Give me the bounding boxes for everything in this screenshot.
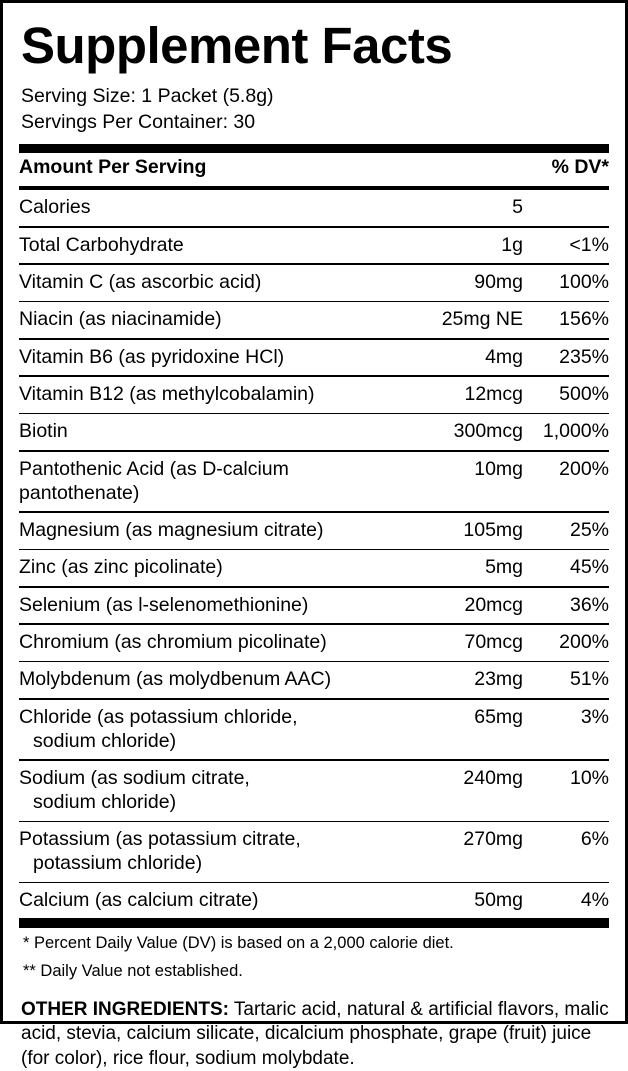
nutrient-name: Total Carbohydrate	[19, 233, 184, 256]
row-divider	[19, 508, 609, 516]
nutrient-name: Zinc (as zinc picolinate)	[19, 556, 223, 579]
nutrient-name: Niacin (as niacinamide)	[19, 308, 222, 331]
amount-per-serving-label: Amount Per Serving	[19, 156, 207, 179]
nutrient-amount: 240mg	[463, 766, 523, 789]
nutrient-amount: 50mg	[474, 889, 523, 912]
row-divider	[19, 583, 609, 591]
nutrient-name: Magnesium (as magnesium citrate)	[19, 518, 324, 541]
row-divider	[19, 756, 609, 764]
row-divider	[19, 372, 609, 380]
nutrient-daily-value: 36%	[569, 593, 609, 616]
row-divider	[19, 546, 609, 554]
divider-thick-bottom	[19, 918, 609, 928]
page-title: Supplement Facts	[21, 17, 453, 74]
nutrient-daily-value: 4%	[580, 889, 609, 912]
nutrient-name: Molybdenum (as molydbenum AAC)	[19, 668, 332, 691]
nutrient-name: Vitamin B6 (as pyridoxine HCl)	[19, 345, 285, 368]
nutrient-name-continued: potassium chloride)	[33, 851, 203, 874]
nutrient-amount: 65mg	[474, 705, 523, 728]
nutrient-name: Calories	[19, 196, 91, 219]
table-row	[19, 628, 609, 658]
nutrient-daily-value: 51%	[569, 668, 609, 691]
nutrient-daily-value: 6%	[580, 828, 609, 851]
nutrient-daily-value: 25%	[569, 518, 609, 541]
header-spacer	[383, 153, 523, 183]
footnote-1: * Percent Daily Value (DV) is based on a 2,000 calorie diet.	[23, 934, 454, 953]
nutrient-daily-value: 156%	[559, 308, 609, 331]
nutrient-amount: 5	[512, 196, 523, 219]
table-row	[19, 553, 609, 583]
row-divider	[19, 183, 609, 193]
table-header-row	[19, 153, 609, 183]
row-divider	[19, 658, 609, 666]
table-row	[19, 665, 609, 695]
table-row	[19, 193, 609, 223]
nutrient-daily-value: 235%	[559, 345, 609, 368]
nutrient-daily-value: 3%	[580, 705, 609, 728]
nutrient-amount: 5mg	[485, 556, 523, 579]
table-row	[19, 703, 609, 757]
table-row	[19, 380, 609, 410]
nutrient-amount: 90mg	[474, 270, 523, 293]
table-row	[19, 455, 609, 509]
footnote-2: ** Daily Value not established.	[23, 961, 243, 980]
table-row	[19, 591, 609, 621]
nutrient-daily-value	[523, 193, 609, 223]
divider-thick-top	[19, 144, 609, 153]
table-row	[19, 231, 609, 261]
serving-size: Serving Size: 1 Packet (5.8g)	[21, 84, 274, 107]
nutrient-name: Sodium (as sodium citrate, sodium chloride)	[19, 764, 383, 818]
row-divider	[19, 410, 609, 418]
row-divider	[19, 298, 609, 306]
row-divider	[19, 447, 609, 455]
table-row	[19, 268, 609, 298]
row-divider	[19, 260, 609, 268]
servings-per-container: Servings Per Container: 30	[21, 111, 256, 134]
other-ingredients	[21, 998, 609, 1071]
nutrient-name: Selenium (as l-selenomethionine)	[19, 593, 309, 616]
nutrient-amount: 12mcg	[464, 383, 523, 406]
nutrient-amount: 4mg	[485, 345, 523, 368]
nutrient-name-continued: sodium chloride)	[33, 790, 177, 813]
row-divider	[19, 818, 609, 826]
nutrient-name: Potassium (as potassium citrate, potassium chloride)	[19, 825, 383, 879]
row-divider	[19, 620, 609, 628]
nutrient-name-continued: sodium chloride)	[33, 729, 177, 752]
nutrient-daily-value: 10%	[569, 766, 609, 789]
table-row	[19, 305, 609, 335]
table-row	[19, 825, 609, 879]
table-row	[19, 764, 609, 818]
nutrient-daily-value: 500%	[559, 383, 609, 406]
nutrient-daily-value: <1%	[569, 233, 609, 256]
table-row	[19, 417, 609, 447]
row-divider	[19, 695, 609, 703]
table-row	[19, 886, 609, 916]
nutrient-amount: 70mcg	[464, 631, 523, 654]
dv-header-label: % DV*	[551, 156, 609, 179]
nutrient-name: Pantothenic Acid (as D-calcium pantothenate)	[19, 457, 289, 504]
nutrient-daily-value: 200%	[559, 457, 609, 480]
nutrient-table	[19, 153, 609, 916]
nutrient-amount: 20mcg	[464, 593, 523, 616]
nutrient-amount: 105mg	[463, 518, 523, 541]
table-row	[19, 516, 609, 546]
nutrient-daily-value: 45%	[569, 556, 609, 579]
row-divider	[19, 879, 609, 887]
nutrient-name: Vitamin B12 (as methylcobalamin)	[19, 383, 315, 406]
other-ingredients-label: OTHER INGREDIENTS:	[21, 998, 229, 1020]
nutrient-daily-value: 100%	[559, 270, 609, 293]
nutrient-amount: 270mg	[463, 828, 523, 851]
nutrient-name: Chloride (as potassium chloride, sodium chloride)	[19, 703, 383, 757]
nutrient-name: Vitamin C (as ascorbic acid)	[19, 270, 262, 293]
row-divider	[19, 335, 609, 343]
nutrient-amount: 25mg NE	[441, 308, 523, 331]
nutrient-daily-value: 200%	[559, 631, 609, 654]
nutrient-daily-value: 1,000%	[542, 420, 609, 443]
nutrient-amount: 1g	[501, 233, 523, 256]
nutrient-amount: 300mcg	[453, 420, 523, 443]
nutrient-amount: 23mg	[474, 668, 523, 691]
other-ingredients-text: Tartaric acid, natural & artificial flavors, malic acid, stevia, calcium silicate, dicalcium phosphate, grape (fruit) juice (for color), rice flour, sodium molybdate.	[21, 998, 609, 1069]
nutrient-name: Calcium (as calcium citrate)	[19, 889, 259, 912]
nutrient-amount: 10mg	[474, 457, 523, 480]
nutrient-name: Biotin	[19, 420, 68, 443]
row-divider	[19, 223, 609, 231]
nutrient-name: Chromium (as chromium picolinate)	[19, 631, 327, 654]
table-row	[19, 343, 609, 373]
